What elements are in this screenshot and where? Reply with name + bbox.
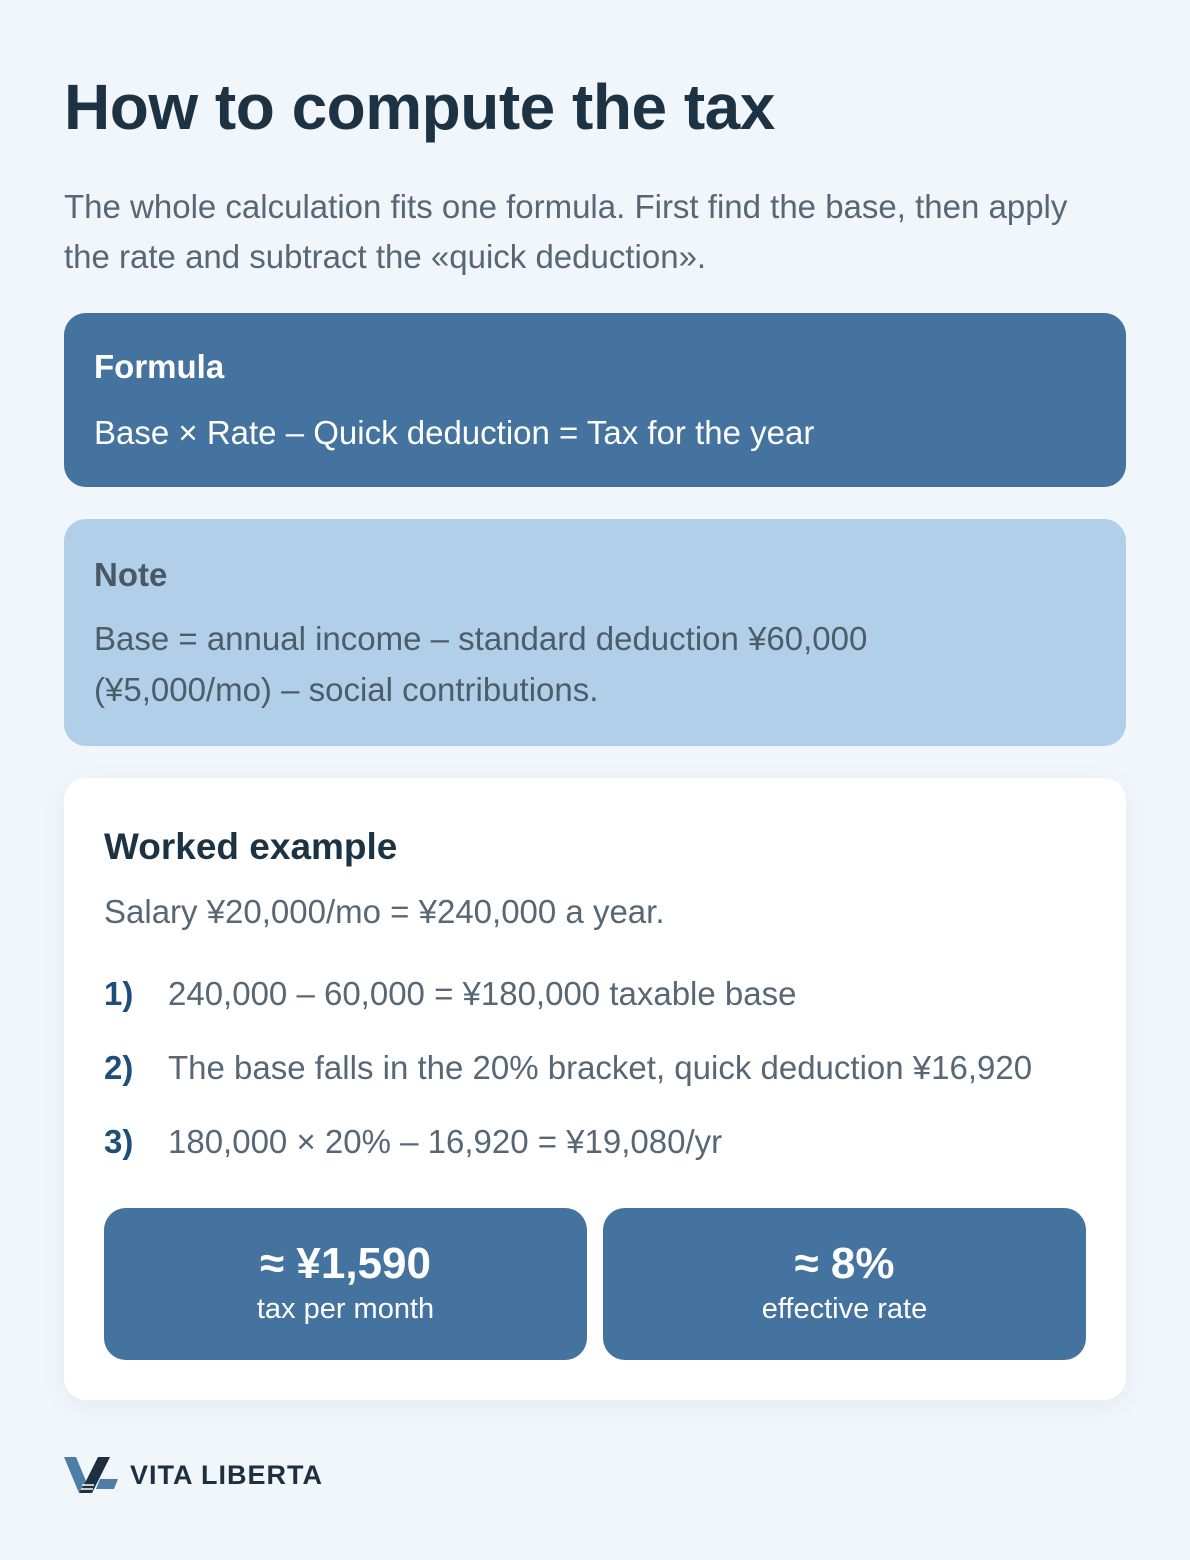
formula-label: Formula <box>94 348 225 385</box>
stat-value: ≈ ¥1,590 <box>260 1239 431 1288</box>
note-text: Base = annual income – standard deduction ¥60,000 (¥5,000/mo) – social contributions. <box>94 620 868 708</box>
result-stats <box>104 1208 1086 1360</box>
stat-label: tax per month <box>256 1293 435 1325</box>
steps-list <box>104 974 1086 1162</box>
stat-value: ≈ 8% <box>794 1239 895 1288</box>
step-item <box>104 1122 1086 1162</box>
lead-paragraph: The whole calculation fits one formula. First find the base, then apply the rate and subtract the «quick deduction». <box>64 188 1068 275</box>
step-text: 180,000 × 20% – 16,920 = ¥19,080/yr <box>168 1123 723 1160</box>
stat-effective-rate <box>603 1208 1086 1360</box>
note-card <box>64 519 1126 746</box>
step-text: The base falls in the 20% bracket, quick deduction ¥16,920 <box>168 1049 1033 1086</box>
step-number: 2) <box>104 1049 134 1086</box>
page-title: How to compute the tax <box>64 71 775 143</box>
worked-example-card <box>64 778 1126 1400</box>
vita-liberta-logo-icon <box>64 1455 120 1495</box>
step-number: 3) <box>104 1123 134 1160</box>
stat-label: effective rate <box>761 1293 928 1325</box>
note-label: Note <box>94 556 168 593</box>
worked-example-intro: Salary ¥20,000/mo = ¥240,000 a year. <box>104 893 665 930</box>
step-text: 240,000 – 60,000 = ¥180,000 taxable base <box>168 975 797 1012</box>
worked-example-title: Worked example <box>104 826 398 867</box>
formula-card <box>64 313 1126 487</box>
stat-tax-per-month <box>104 1208 587 1360</box>
brand-footer <box>64 1455 323 1495</box>
formula-text: Base × Rate – Quick deduction = Tax for the year <box>94 414 815 451</box>
step-item <box>104 974 1086 1014</box>
step-item <box>104 1048 1086 1088</box>
brand-name: VITA LIBERTA <box>130 1459 323 1490</box>
step-number: 1) <box>104 975 134 1012</box>
